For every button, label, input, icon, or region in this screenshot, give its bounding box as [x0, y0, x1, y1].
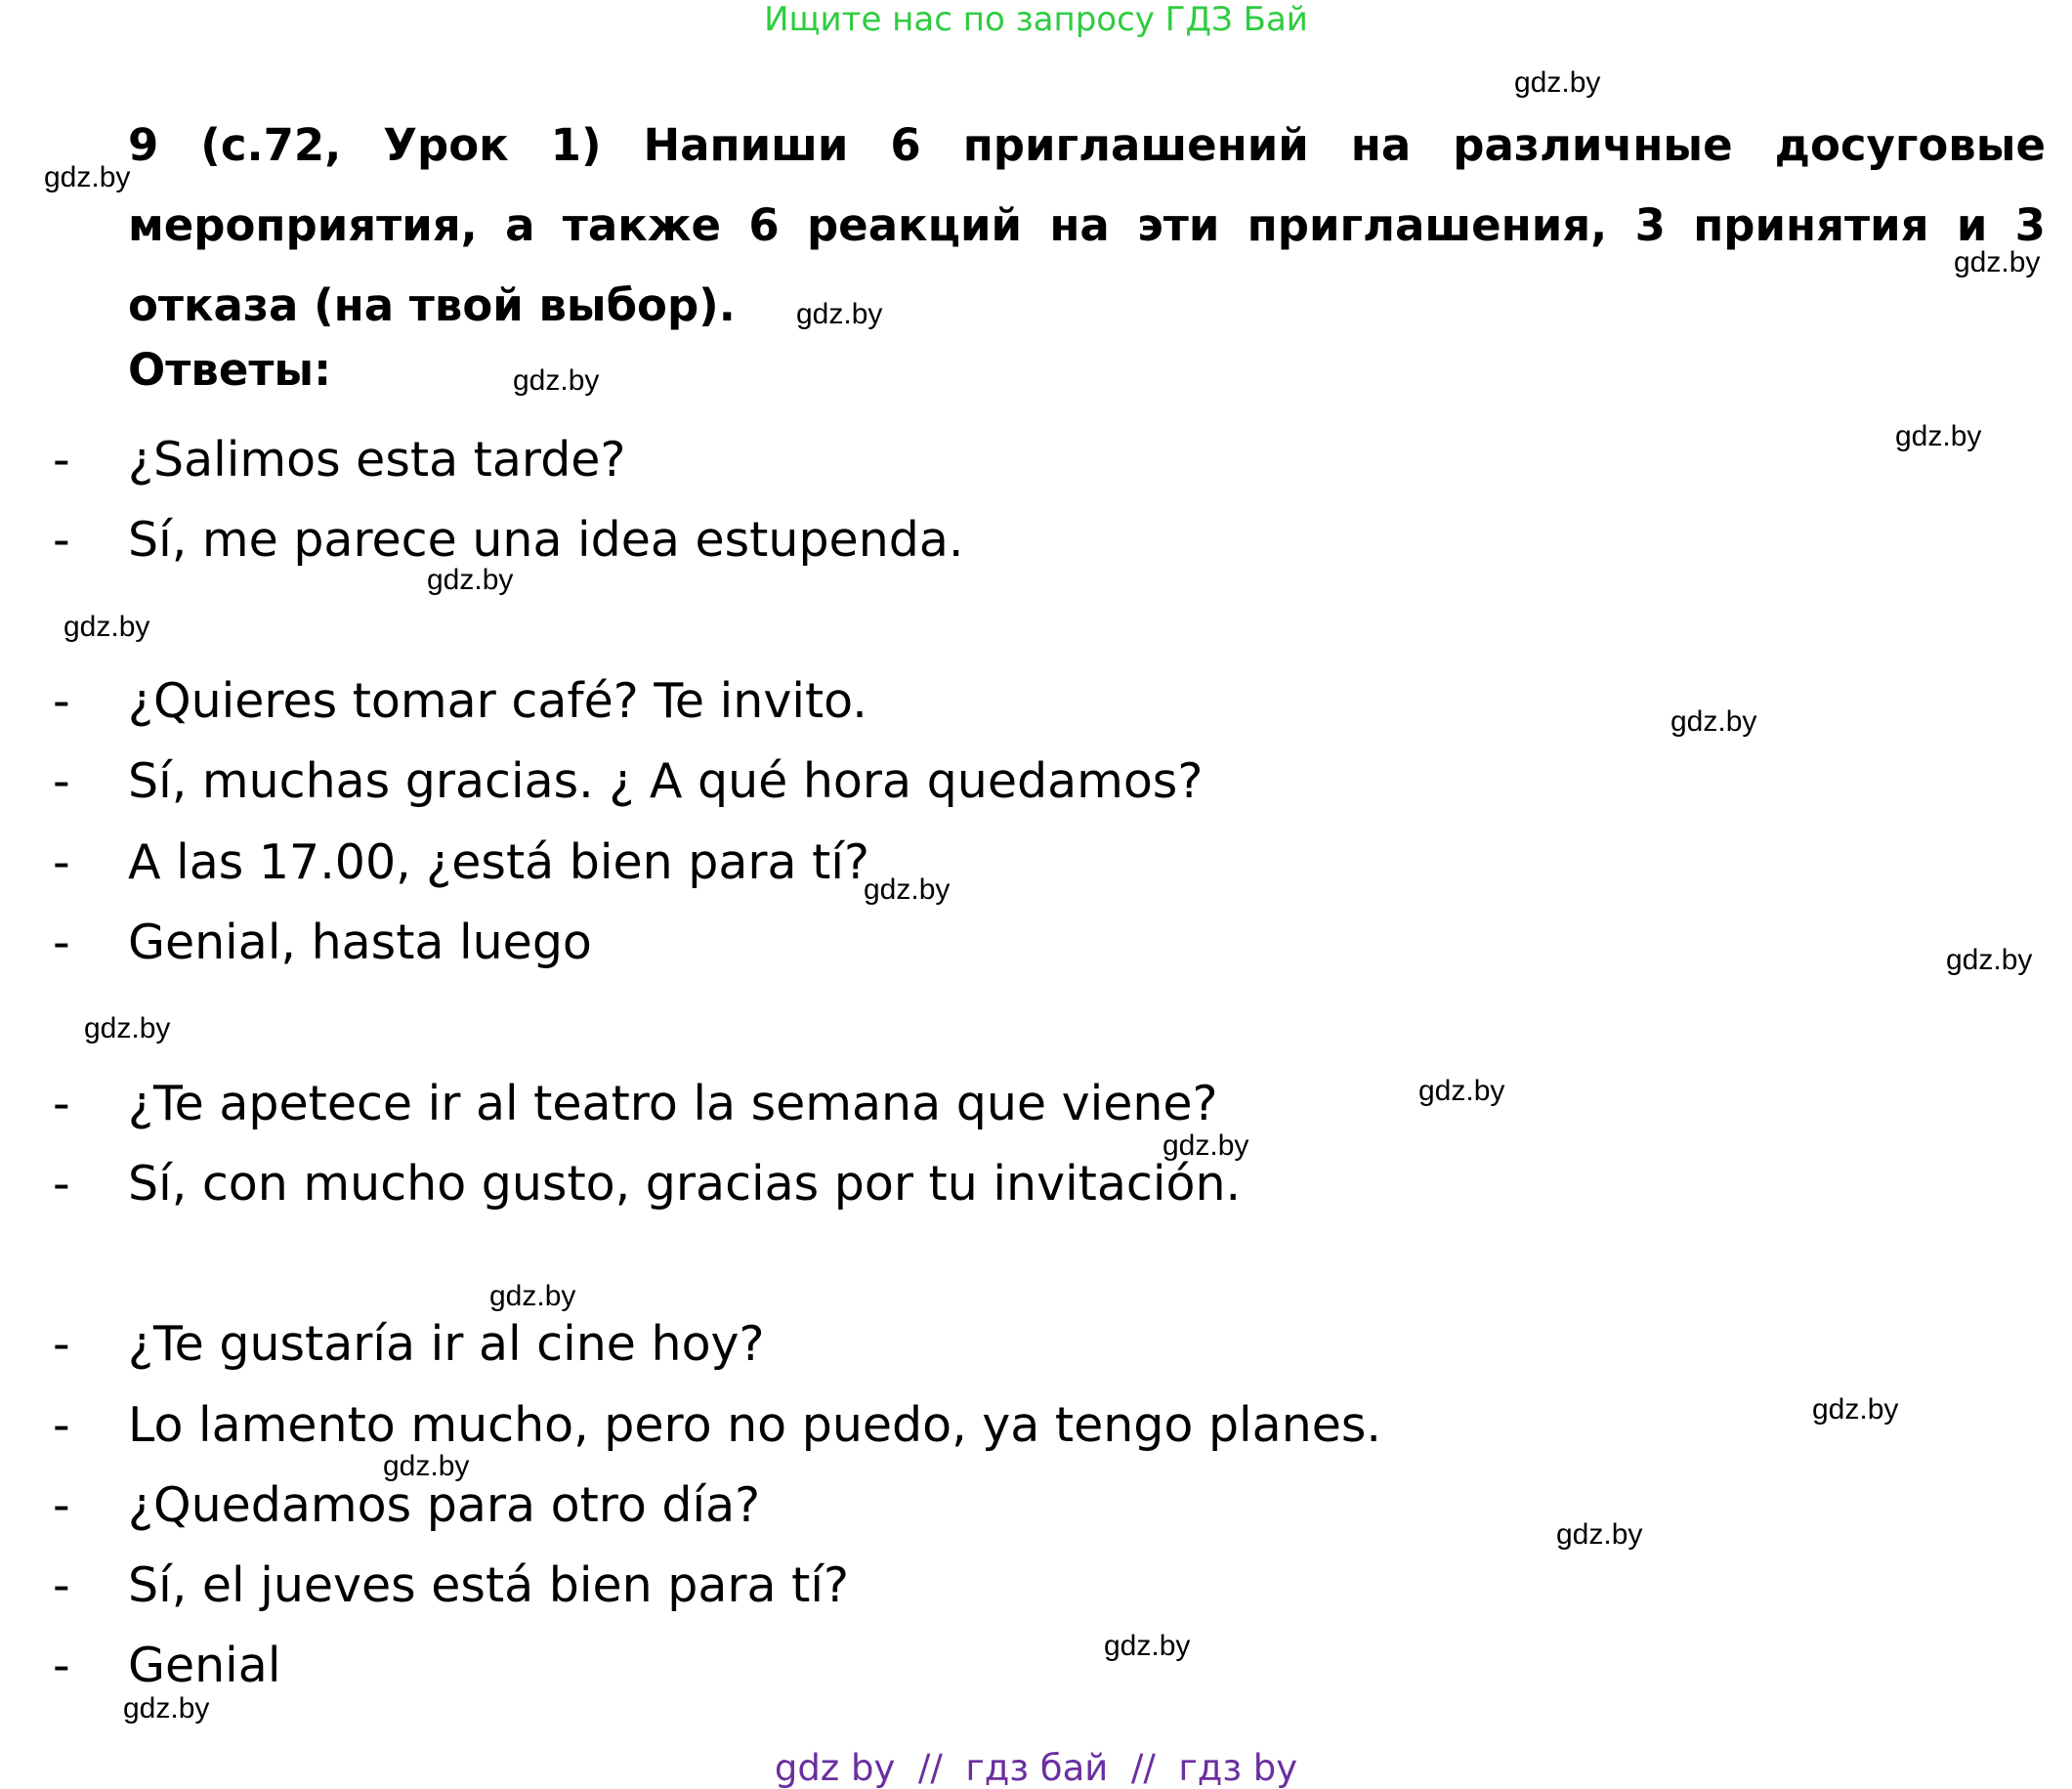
list-dash: - — [53, 512, 70, 568]
watermark: gdz.by — [513, 364, 600, 397]
watermark: gdz.by — [1163, 1129, 1249, 1162]
watermark: gdz.by — [864, 873, 951, 906]
watermark: gdz.by — [1514, 66, 1601, 99]
watermark: gdz.by — [1954, 246, 2041, 278]
list-dash: - — [53, 673, 70, 729]
watermark: gdz.by — [84, 1012, 171, 1044]
answer-text: Sí, el jueves está bien para tí? — [128, 1557, 849, 1613]
answer-text: Genial, hasta luego — [128, 915, 592, 970]
footer-links: gdz by // гдз бай // гдз by — [774, 1747, 1298, 1789]
answer-text: Lo lamento mucho, pero no puedo, ya tengo planes. — [128, 1397, 1381, 1453]
list-dash: - — [53, 1076, 70, 1131]
task-statement: 9 (с.72, Урок 1) Напиши 6 приглашений на различные досуговые мероприятия, а также 6 реакций на эти приглашения, 3 принятия и 3 отказа (на твой выбор). — [128, 119, 2046, 331]
list-dash: - — [53, 1477, 70, 1533]
answer-text: ¿Salimos esta tarde? — [128, 432, 626, 488]
watermark: gdz.by — [1670, 705, 1757, 738]
watermark: gdz.by — [1812, 1393, 1899, 1426]
list-dash: - — [53, 753, 70, 809]
watermark: gdz.by — [1418, 1075, 1505, 1107]
watermark: gdz.by — [63, 611, 150, 643]
watermark: gdz.by — [1895, 420, 1982, 452]
watermark: gdz.by — [489, 1280, 576, 1312]
answer-text: ¿Quedamos para otro día? — [128, 1477, 761, 1533]
list-dash: - — [53, 1316, 70, 1372]
answer-text: ¿Te gustaría ir al cine hoy? — [128, 1316, 765, 1372]
list-dash: - — [53, 1638, 70, 1693]
answer-text: Genial — [128, 1638, 281, 1693]
watermark: gdz.by — [796, 298, 883, 330]
list-dash: - — [53, 834, 70, 890]
watermark: gdz.by — [1104, 1630, 1191, 1662]
watermark: gdz.by — [44, 161, 131, 193]
watermark: gdz.by — [123, 1692, 210, 1725]
watermark: gdz.by — [383, 1450, 470, 1482]
watermark: gdz.by — [1556, 1518, 1643, 1551]
search-banner: Ищите нас по запросу ГДЗ Бай — [764, 0, 1308, 39]
watermark: gdz.by — [427, 564, 514, 596]
list-dash: - — [53, 915, 70, 970]
answer-text: ¿Quieres tomar café? Te invito. — [128, 673, 867, 729]
answer-text: A las 17.00, ¿está bien para tí? — [128, 834, 869, 890]
answers-heading: Ответы: — [128, 344, 332, 396]
watermark: gdz.by — [1946, 944, 2033, 976]
list-dash: - — [53, 432, 70, 488]
list-dash: - — [53, 1397, 70, 1453]
answer-text: Sí, con mucho gusto, gracias por tu invitación. — [128, 1156, 1242, 1212]
answer-text: Sí, muchas gracias. ¿ A qué hora quedamos? — [128, 753, 1204, 809]
list-dash: - — [53, 1156, 70, 1212]
answer-text: Sí, me parece una idea estupenda. — [128, 512, 964, 568]
answer-text: ¿Te apetece ir al teatro la semana que viene? — [128, 1076, 1218, 1131]
list-dash: - — [53, 1557, 70, 1613]
